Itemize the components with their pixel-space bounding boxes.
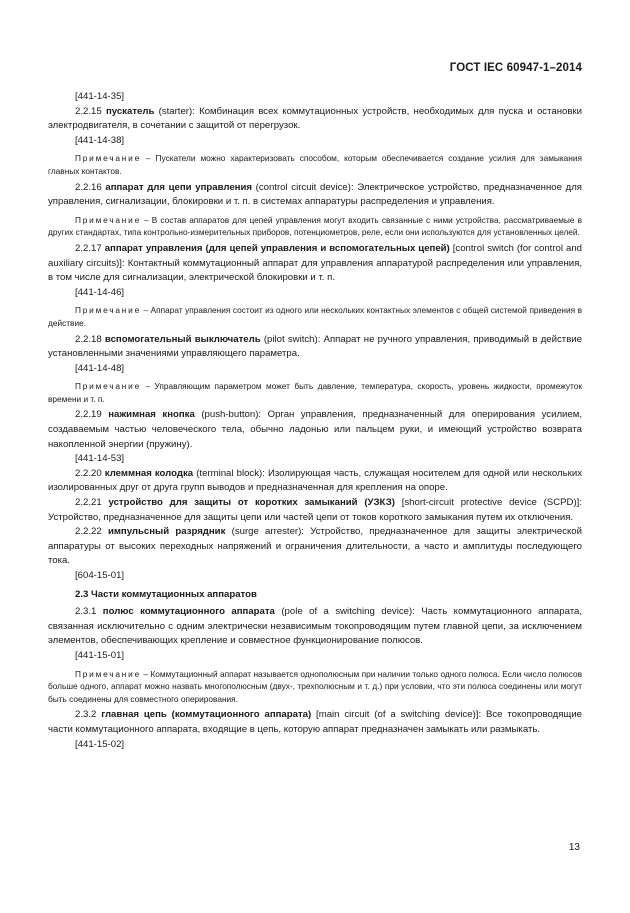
term: импульсный разрядник <box>107 526 226 538</box>
definition-2-2-21: 2.2.21 устройство для защиты от коротких замыканий (УЗКЗ) [short-circuit protective device (SCPD)]: Устройство, предназначенное для защиты цепи или частей цепи от токов короткого замыкания путем их отключения. <box>48 497 582 523</box>
definition-2-2-16: 2.2.16 аппарат для цепи управления (control circuit device): Электрическое устройство, предназначенное для управления, сигнализации, блокировки и т. п. в системах аппаратуры распределения и управления. <box>48 181 582 208</box>
term: аппарат управления (для цепей управления и вспомогательных цепей) <box>104 242 450 254</box>
note: Примечание – Пускатели можно характеризовать способом, которым обеспечивается создание усилия для замыкания главных контактов. <box>48 153 582 176</box>
section-heading: 2.3 Части коммутационных аппаратов <box>75 588 257 600</box>
reference: [441-15-02] <box>75 738 125 750</box>
definition-2-2-18: 2.2.18 вспомогательный выключатель (pilot switch): Аппарат не ручного управления, приводимый в действие установленными значениями управляющего параметра. <box>48 333 582 360</box>
document-body <box>48 90 582 752</box>
term: клеммная колодка <box>104 467 194 479</box>
term: аппарат для цепи управления <box>105 181 252 193</box>
page-number: 13 <box>568 842 580 853</box>
definition-2-2-22: 2.2.22 импульсный разрядник (surge arrester): Устройство, предназначенное для защиты электрической аппаратуры от высоких переходных напряжений и ограничения длительности, а часто и амплитуды последующего тока. <box>48 526 583 567</box>
note: Примечание – Коммутационный аппарат называется однополюсным при наличии только одного полюса. Если число полюсов больше одного, аппарат можно назвать многополюсным (двух-, трехполюсным и т. д.) при условии, что эти полюса соединены или могут быть соединены для совместного оперирования. <box>48 668 582 704</box>
definition-2-3-2: 2.3.2 главная цепь (коммутационного аппарата) [main circuit (of a switching device)]: Все токопроводящие части коммутационного аппарата, входящие в цепь, которую аппарат предназначен замыкать или размыкать. <box>48 709 582 735</box>
reference: [441-14-38] <box>75 134 125 146</box>
reference: [604-15-01] <box>75 570 125 581</box>
note: Примечание – В состав аппаратов для цепей управления могут входить связанные с ними устройства, рассматриваемые в других стандартах, типа контрольно-измерительных приборов, потенциометров, реле, если они используются для установленных целей. <box>48 214 582 238</box>
definition-2-2-20: 2.2.20 клеммная колодка (terminal block): Изолирующая часть, служащая носителем для одной или нескольких изолированных друг от друга групп выводов и предназначенная для крепления на опоре. <box>48 467 582 494</box>
reference: [441-15-01] <box>75 649 125 661</box>
reference: [441-14-53] <box>75 453 125 465</box>
term: нажимная кнопка <box>108 409 195 421</box>
term: устройство для защиты от коротких замыканий (УЗКЗ) <box>108 497 395 509</box>
reference: [441-14-48] <box>75 362 125 374</box>
term: вспомогательный выключатель <box>104 333 261 345</box>
reference: [441-14-46] <box>75 286 125 298</box>
term: полюс коммутационного аппарата <box>102 606 275 618</box>
term: пускатель <box>105 105 155 117</box>
term: главная цепь (коммутационного аппарата) <box>101 709 312 721</box>
definition-2-2-17: 2.2.17 аппарат управления (для цепей управления и вспомогательных цепей) [control switch (for control and auxiliary circuits)]: Контактный коммутационный аппарат для управления аппаратурой распределения или управления, в том числе для сигнализации, электрической блокировки и т. п. <box>48 242 583 284</box>
reference: [441-14-35] <box>75 91 125 102</box>
definition-2-2-15: 2.2.15 пускатель (starter): Комбинация всех коммутационных устройств, необходимых для пуска и остановки электродвигателя, в сочетании с защитой от перегрузок. <box>48 105 582 132</box>
document-header: ГОСТ IEC 60947-1–2014 <box>449 62 582 74</box>
note: Примечание – Аппарат управления состоит из одного или нескольких контактных элементов с общей системой приведения в действие. <box>48 305 582 328</box>
definition-2-2-19: 2.2.19 нажимная кнопка (push-button): Орган управления, предназначенный для оперирования усилием, создаваемым частью человеческого тела, обычно ладонью или пальцем руки, и имеющий устройство возврата накопленной энергии (пружину). <box>48 409 582 450</box>
note: Примечание – Управляющим параметром может быть давление, температура, скорость, уровень жидкости, промежуток времени и т. п. <box>48 381 582 404</box>
definition-2-3-1: 2.3.1 полюс коммутационного аппарата (pole of a switching device): Часть коммутационного аппарата, связанная исключительно с одним электрически независимым токопроводящим путем главной цепи, за исключением элементов, обеспечивающих крепление и совместное функционирование полюсов. <box>48 606 582 647</box>
